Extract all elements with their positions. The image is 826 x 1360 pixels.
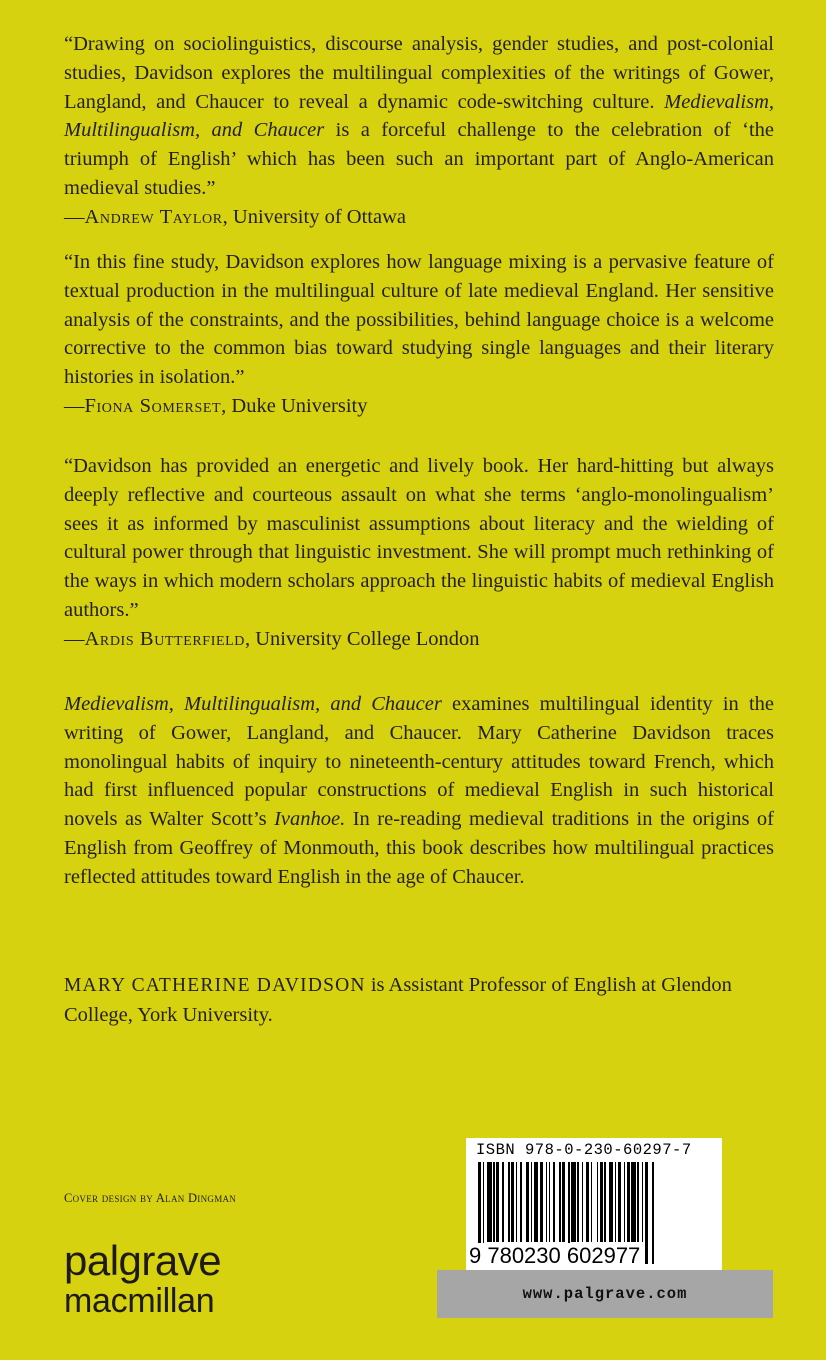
barcode-bar [642, 1162, 644, 1242]
barcode-bar [604, 1162, 606, 1242]
quote-author: Andrew Taylor [84, 205, 223, 228]
barcode-bar [571, 1162, 576, 1242]
barcode-bar [609, 1162, 614, 1242]
publisher-logo [64, 1237, 222, 1320]
isbn-label: ISBN 978-0-230-60297-7 [476, 1141, 692, 1159]
quote-text: “Davidson has provided an energetic and lively book. Her hard-hitting but always deeply reflective and courteous assault on what she terms ‘anglo-monolingualism’ sees it as informed by masculinist assumptions about literacy and the wielding of cultural power through that linguistic investment. She will prompt much rethinking of the ways in which modern scholars approach the linguistic habits of medieval English authors.” [64, 455, 774, 621]
barcode-bar [540, 1162, 543, 1242]
barcode-bar [531, 1162, 533, 1242]
barcode-bar [516, 1162, 518, 1242]
publisher-logo-line2: macmillan [64, 1282, 215, 1320]
quote-taylor [64, 30, 774, 232]
barcode-bar [615, 1162, 617, 1242]
barcode-bar [520, 1162, 522, 1242]
barcode-bar [508, 1162, 510, 1242]
barcode-bar [597, 1162, 599, 1242]
barcode-bar [496, 1162, 499, 1242]
author-name: MARY CATHERINE DAVIDSON [64, 975, 366, 996]
quote-attribution: —Ardis Butterfield, University College London [64, 627, 480, 650]
barcode-bar [582, 1162, 584, 1242]
isbn-digits: 9 780230 602977 [469, 1243, 641, 1268]
quote-author: Fiona Somerset [84, 394, 222, 417]
barcode-bar [493, 1162, 495, 1242]
barcode-bar [600, 1162, 603, 1242]
quote-attribution: —Fiona Somerset, Duke University [64, 394, 368, 417]
website-band [437, 1270, 773, 1318]
barcode-bar [624, 1162, 626, 1242]
barcode-bar [526, 1162, 529, 1242]
barcode-bar [502, 1162, 504, 1242]
barcode-bar [627, 1162, 630, 1242]
quote-butterfield [64, 452, 774, 654]
quote-text: “Drawing on sociolinguistics, discourse analysis, gender studies, and post-colonial studies, Davidson explores the multilingual complexities of the writings of Gower, Langland, and Chaucer to reveal a dynamic code-switching culture. Medievalism, Multilingualism, and Chaucer is a forceful challenge to the celebration of ‘the triumph of English’ which has been such an important part of Anglo-American medieval studies.” [64, 33, 774, 199]
barcode-bar [559, 1162, 561, 1242]
barcode-bar [487, 1162, 492, 1242]
quote-text: “In this fine study, Davidson explores how language mixing is a pervasive feature of textual production in the multilingual culture of late medieval England. Her sensitive analysis of the constraints, and the possibilities, behind language choice is a welcome corrective to the common bias toward studying single languages and their literary histories in isolation.” [64, 251, 774, 389]
barcode-bar [511, 1162, 514, 1242]
book-title: Medievalism, Multilingualism, and Chaucer [64, 693, 442, 715]
cover-credit: Cover design by Alan Dingman [64, 1191, 237, 1205]
quote-somerset [64, 248, 774, 421]
publisher-logo-line1: palgrave [64, 1237, 222, 1284]
book-description: Medievalism, Multilingualism, and Chaucer examines multilingual identity in the writing of Gower, Langland, and Chaucer. Mary Catherine Davidson traces monolingual habits of inquiry to nineteenth-century attitudes toward French, which had first influenced popular constructions of medieval English in such historical novels as Walter Scott’s Ivanhoe. In re-reading medieval traditions in the origins of English from Geoffrey of Monmouth, this book describes how multilingual practices reflected attitudes toward English in the age of Chaucer. [64, 693, 774, 888]
barcode-bar [577, 1162, 579, 1242]
novel-title: Ivanhoe. [274, 808, 346, 831]
barcode-bar [562, 1162, 565, 1242]
author-bio: MARY CATHERINE DAVIDSON is Assistant Professor of English at Glendon College, York University. [64, 974, 732, 1026]
website-url[interactable]: www.palgrave.com [522, 1285, 688, 1303]
barcode-bar [631, 1162, 636, 1242]
barcode-bar [546, 1162, 548, 1242]
barcode-bar [534, 1162, 539, 1242]
barcode-bar [637, 1162, 639, 1242]
barcode-bar [591, 1162, 593, 1242]
book-title: Medievalism, Multilingualism, and Chaucer [64, 90, 774, 142]
barcode-bar [553, 1162, 555, 1242]
barcode-bar [549, 1162, 551, 1242]
quote-author: Ardis Butterfield [84, 627, 245, 650]
barcode-bar [586, 1162, 589, 1242]
barcode-bar [618, 1162, 621, 1242]
quote-attribution: —Andrew Taylor, University of Ottawa [64, 205, 406, 228]
